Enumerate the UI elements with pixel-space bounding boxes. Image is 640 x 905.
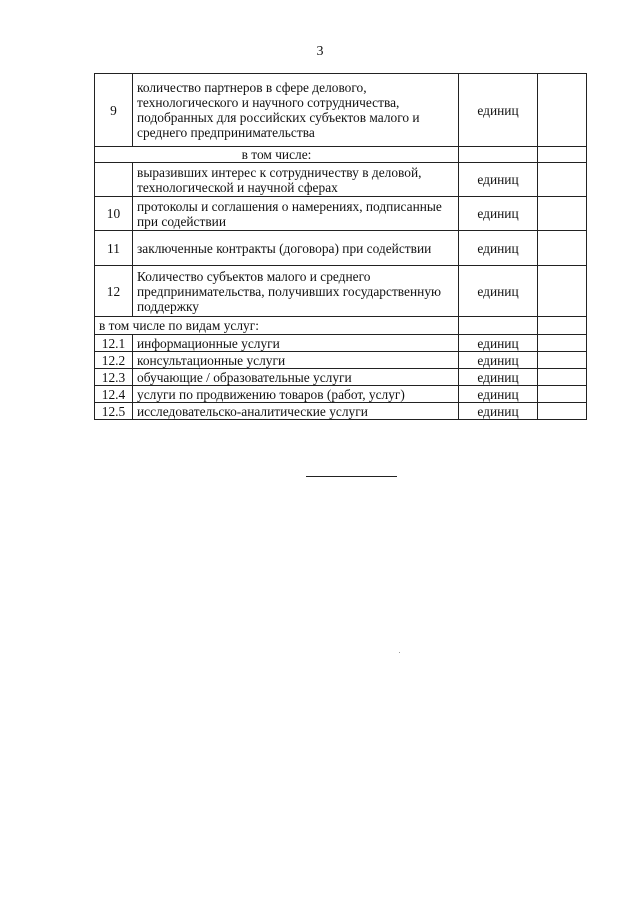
row-number (95, 163, 133, 197)
row-number: 10 (95, 197, 133, 231)
row-number: 12.5 (95, 403, 133, 420)
row-value (538, 74, 587, 147)
row-value (538, 197, 587, 231)
row-unit (459, 147, 538, 163)
row-number: 12.4 (95, 386, 133, 403)
closing-line (306, 476, 397, 477)
table-subheader-row (95, 147, 587, 163)
row-indicator: консультационные услуги (133, 352, 459, 369)
page-number: 3 (316, 44, 324, 59)
row-value (538, 369, 587, 386)
table-subheader-row (95, 317, 587, 335)
row-unit: единиц (459, 386, 538, 403)
row-indicator: количество партнеров в сфере делового, технологического и научного сотрудничества, подобранных для российских субъектов малого и среднего предпринимательства (133, 74, 459, 147)
subheader-label: в том числе по видам услуг: (95, 317, 459, 335)
row-value (538, 317, 587, 335)
row-indicator: Количество субъектов малого и среднего предпринимательства, получивших государственную поддержку (133, 266, 459, 317)
row-number: 9 (95, 74, 133, 147)
table-row (95, 266, 587, 317)
row-number: 12.1 (95, 335, 133, 352)
row-value (538, 231, 587, 266)
row-indicator: исследовательско-аналитические услуги (133, 403, 459, 420)
table-row (95, 403, 587, 420)
table-row (95, 352, 587, 369)
row-value (538, 352, 587, 369)
row-number: 12 (95, 266, 133, 317)
row-unit: единиц (459, 266, 538, 317)
row-indicator: обучающие / образовательные услуги (133, 369, 459, 386)
row-number: 12.3 (95, 369, 133, 386)
table-row (95, 163, 587, 197)
row-unit: единиц (459, 197, 538, 231)
row-unit (459, 317, 538, 335)
table-row (95, 197, 587, 231)
row-value (538, 335, 587, 352)
row-value (538, 163, 587, 197)
row-indicator: выразивших интерес к сотрудничеству в деловой, технологической и научной сферах (133, 163, 459, 197)
subheader-label: в том числе: (95, 147, 459, 163)
row-value (538, 386, 587, 403)
row-unit: единиц (459, 163, 538, 197)
table-row (95, 231, 587, 266)
table-row (95, 369, 587, 386)
row-unit: единиц (459, 335, 538, 352)
scan-speck (399, 652, 400, 653)
table-row (95, 386, 587, 403)
row-value (538, 266, 587, 317)
row-indicator: услуги по продвижению товаров (работ, услуг) (133, 386, 459, 403)
indicators-table (94, 73, 587, 420)
row-unit: единиц (459, 74, 538, 147)
row-number: 12.2 (95, 352, 133, 369)
row-indicator: информационные услуги (133, 335, 459, 352)
row-indicator: заключенные контракты (договора) при содействии (133, 231, 459, 266)
row-unit: единиц (459, 231, 538, 266)
row-unit: единиц (459, 403, 538, 420)
row-unit: единиц (459, 369, 538, 386)
row-value (538, 403, 587, 420)
table-row (95, 74, 587, 147)
table-row (95, 335, 587, 352)
row-value (538, 147, 587, 163)
row-unit: единиц (459, 352, 538, 369)
row-indicator: протоколы и соглашения о намерениях, подписанные при содействии (133, 197, 459, 231)
row-number: 11 (95, 231, 133, 266)
